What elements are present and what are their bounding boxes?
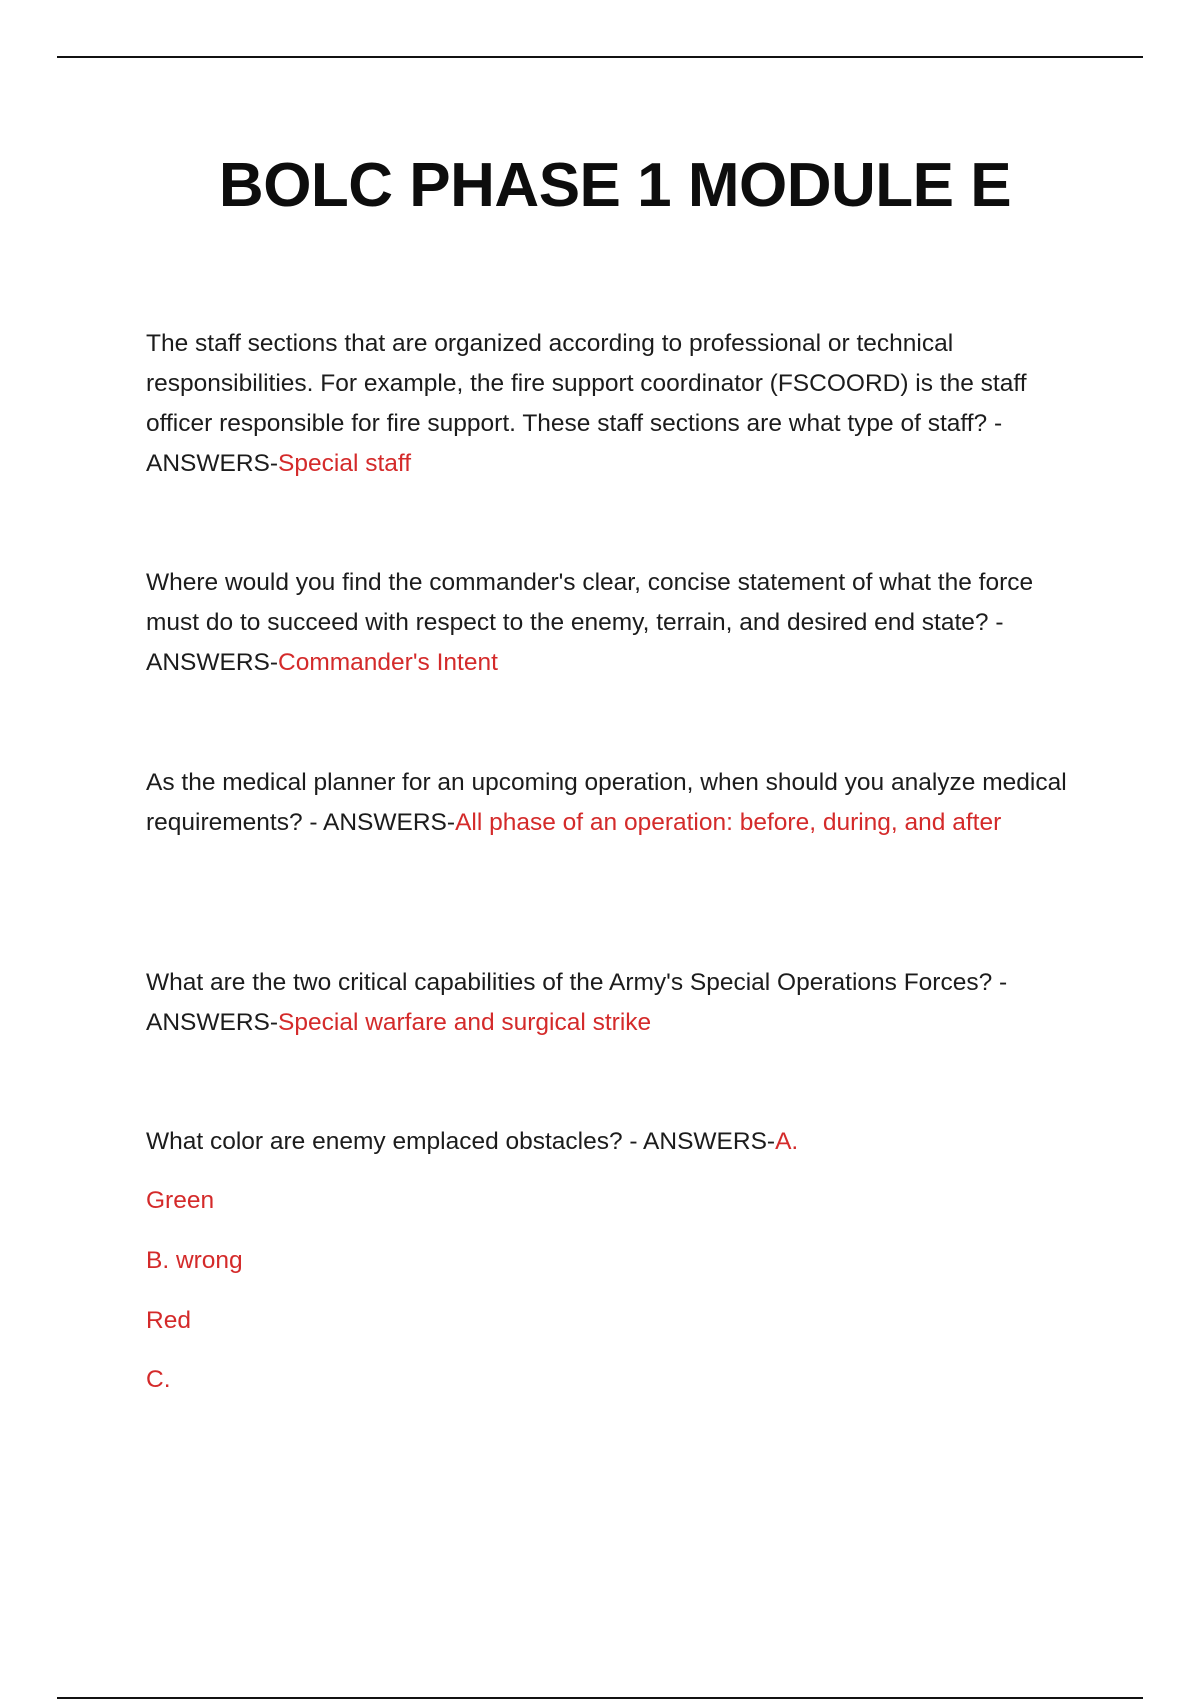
answer-option: C. (146, 1366, 171, 1393)
answer-text: Special staff (278, 450, 412, 477)
page-title: BOLC PHASE 1 MODULE E (218, 151, 1012, 220)
question-block (146, 1122, 1086, 1162)
question-block (146, 324, 1086, 484)
answer-text: A. (775, 1128, 799, 1155)
answer-text: All phase of an operation: before, during, and after (455, 809, 1002, 836)
question-text: What color are enemy emplaced obstacles? - ANSWERS- (146, 1128, 776, 1155)
question-block (146, 763, 1086, 843)
answer-option: Green (146, 1187, 215, 1214)
bottom-rule (57, 1697, 1143, 1699)
question-text: Where would you find the commander's clear, concise statement of what the force must do to succeed with respect to the enemy, terrain, and desired end state? - ANSWERS- (146, 569, 1034, 676)
question-block (146, 563, 1086, 683)
question-text: The staff sections that are organized according to professional or technical responsibilities. For example, the fire support coordinator (FSCOORD) is the staff officer responsible for fire support. These staff sections are what type of staff? - ANSWERS- (146, 330, 1027, 477)
top-rule (57, 56, 1143, 58)
question-block (146, 963, 1086, 1043)
question-text: As the medical planner for an upcoming operation, when should you analyze medical requirements? - ANSWERS- (146, 769, 1067, 836)
answer-option: Red (146, 1307, 191, 1334)
answer-text: Special warfare and surgical strike (278, 1009, 652, 1036)
question-text: What are the two critical capabilities of the Army's Special Operations Forces? - ANSWERS- (146, 969, 1008, 1036)
answer-option: B. wrong (146, 1247, 243, 1274)
answer-text: Commander's Intent (278, 649, 498, 676)
